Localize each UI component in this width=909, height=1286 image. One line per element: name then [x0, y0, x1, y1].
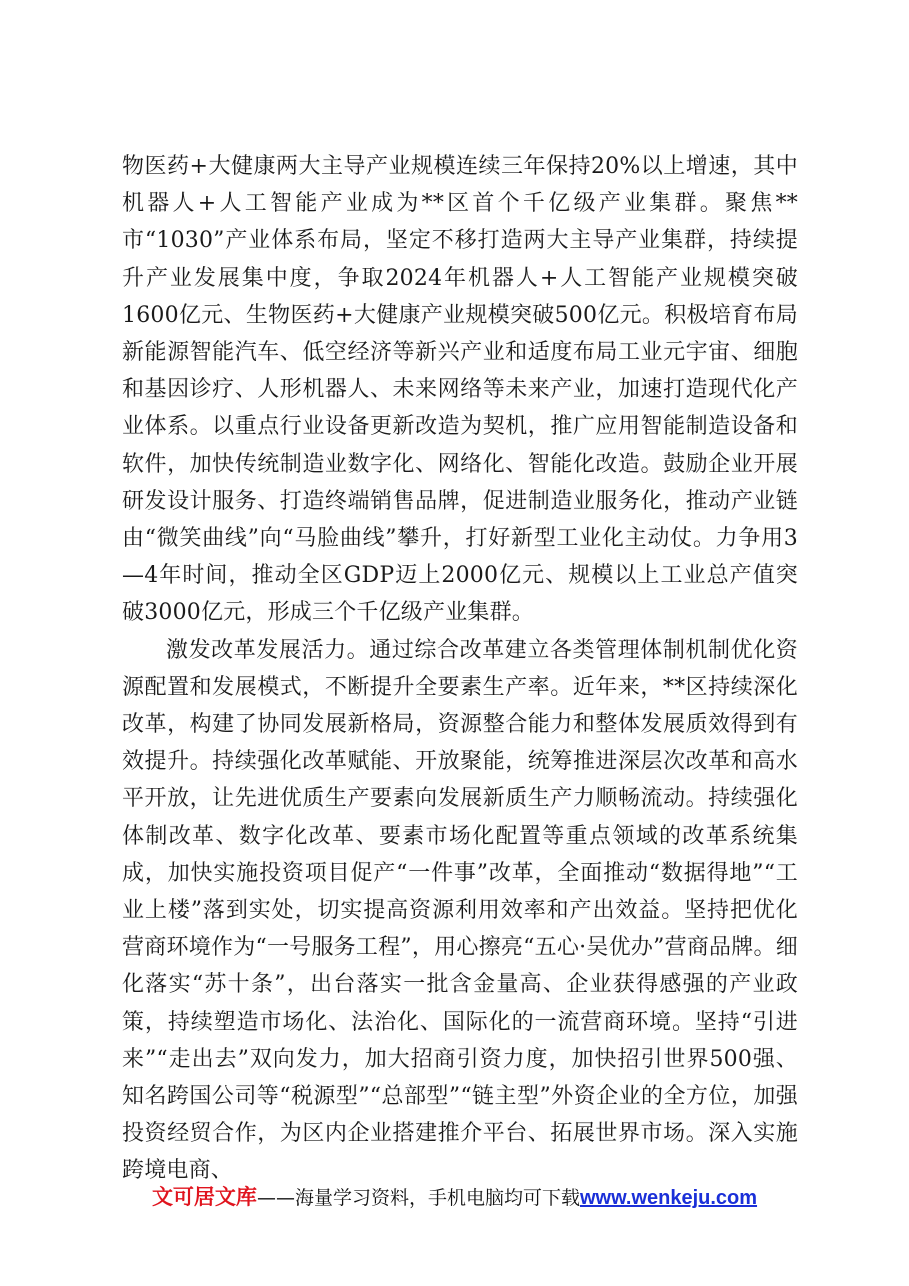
footer-website-link[interactable]: www.wenkeju.com — [579, 1187, 758, 1209]
paragraph-1: 物医药+大健康两大主导产业规模连续三年保持20%以上增速，其中机器人+人工智能产业成为**区首个千亿级产业集群。聚焦**市“1030”产业体系布局，坚定不移打造两大主导产业集群，持续提升产业发展集中度，争取2024年机器人+人工智能产业规模突破1600亿元、生物医药+大健康产业规模突破500亿元。积极培育布局新能源智能汽车、低空经济等新兴产业和适度布局工业元宇宙、细胞和基因诊疗、人形机器人、未来网络等未来产业，加速打造现代化产业体系。以重点行业设备更新改造为契机，推广应用智能制造设备和软件，加快传统制造业数字化、网络化、智能化改造。鼓励企业开展研发设计服务、打造终端销售品牌，促进制造业服务化，推动产业链由“微笑曲线”向“马脸曲线”攀升，打好新型工业化主动仗。力争用3—4年时间，推动全区GDP迈上2000亿元、规模以上工业总产值突破3000亿元，形成三个千亿级产业集群。 — [122, 154, 798, 626]
footer-slogan: ——海量学习资料，手机电脑均可下载 — [256, 1187, 580, 1209]
paragraph-2: 激发改革发展活力。通过综合改革建立各类管理体制机制优化资源配置和发展模式，不断提升全要素生产率。近年来，**区持续深化改革，构建了协同发展新格局，资源整合能力和整体发展质效得到有效提升。持续强化改革赋能、开放聚能，统筹推进深层次改革和高水平开放，让先进优质生产要素向发展新质生产力顺畅流动。持续强化体制改革、数字化改革、要素市场化配置等重点领域的改革系统集成，加快实施投资项目促产“一件事”改革，全面推动“数据得地”“工业上楼”落到实处，切实提高资源利用效率和产出效益。坚持把优化营商环境作为“一号服务工程”，用心擦亮“五心·吴优办”营商品牌。细化落实“苏十条”，出台落实一批含金量高、企业获得感强的产业政策，持续塑造市场化、法治化、国际化的一流营商环境。坚持“引进来”“走出去”双向发力，加大招商引资力度，加快招引世界500强、知名跨国公司等“税源型”“总部型”“链主型”外资企业的全方位，加强投资经贸合作，为区内企业搭建推介平台、拓展世界市场。深入实施跨境电商、 — [122, 637, 798, 1184]
footer-brand: 文可居文库 — [151, 1185, 257, 1209]
document-body — [122, 148, 798, 1190]
footer-banner — [0, 1181, 909, 1211]
